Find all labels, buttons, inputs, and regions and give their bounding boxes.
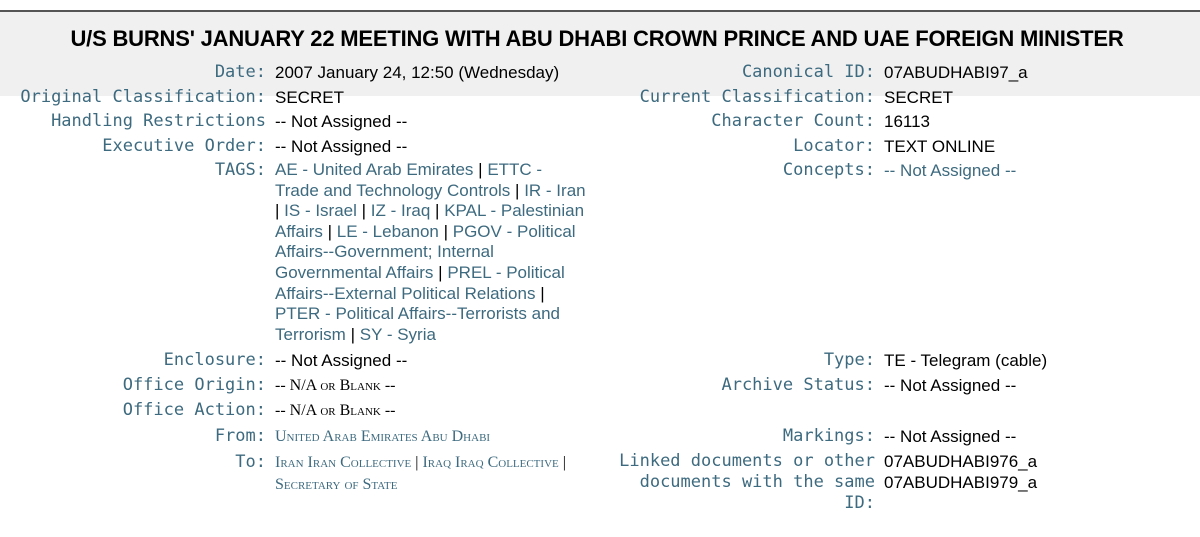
tag-separator: |: [327, 221, 333, 241]
tag-link[interactable]: PREL - Political Affairs--External Political Relations: [275, 262, 565, 303]
type-label: Type:: [823, 350, 875, 370]
date-value: 2007 January 24, 12:50 (Wednesday): [275, 63, 560, 82]
document-title: U/S BURNS' JANUARY 22 MEETING WITH ABU DHABI CROWN PRINCE AND UAE FOREIGN MINISTER: [70, 26, 1124, 51]
character-count-label: Character Count:: [711, 111, 875, 131]
markings-value: -- Not Assigned --: [884, 427, 1017, 446]
linked-doc-value: 07ABUDHABI976_a: [884, 452, 1038, 471]
tag-link[interactable]: PGOV - Political Affairs--Government; Internal Governmental Affairs: [275, 221, 576, 282]
to-label: To:: [235, 452, 266, 472]
to-link[interactable]: Iran Iran Collective: [275, 454, 412, 471]
executive-order-label: Executive Order:: [102, 136, 266, 156]
tags-list: [275, 160, 590, 345]
type-value: TE - Telegram (cable): [884, 351, 1048, 370]
archive-status-label: Archive Status:: [721, 375, 875, 395]
original-classification-value: SECRET: [275, 88, 344, 107]
linked-doc-value: 07ABUDHABI979_a: [884, 473, 1038, 492]
handling-restrictions-label: Handling Restrictions: [51, 111, 266, 131]
tag-separator: |: [515, 180, 520, 200]
linked-docs-label-line1: Linked documents or other: [619, 451, 875, 471]
to-separator: |: [415, 454, 419, 471]
linked-docs-label-line3: ID:: [844, 493, 875, 513]
tag-link[interactable]: ETTC - Trade and Technology Controls: [275, 160, 543, 200]
tag-link[interactable]: IS - Israel: [284, 201, 357, 221]
to-separator: |: [562, 454, 566, 471]
to-list: [275, 452, 595, 495]
office-action-label: Office Action:: [122, 400, 266, 420]
archive-status-value: -- Not Assigned --: [884, 376, 1017, 395]
tag-link[interactable]: PTER - Political Affairs--Terrorists and Terrorism: [275, 304, 560, 344]
office-origin-label: Office Origin:: [122, 375, 266, 395]
tag-link[interactable]: SY - Syria: [359, 324, 436, 344]
current-classification-label: Current Classification:: [639, 87, 875, 107]
concepts-link[interactable]: -- Not Assigned --: [884, 161, 1017, 180]
tag-separator: |: [275, 201, 280, 221]
from-label: From:: [214, 426, 266, 446]
tag-separator: |: [443, 221, 449, 241]
enclosure-label: Enclosure:: [163, 350, 266, 370]
office-origin-value: -- N/A or Blank --: [275, 377, 396, 394]
tag-separator: |: [478, 160, 483, 179]
tags-label: TAGS:: [214, 160, 266, 180]
tag-link[interactable]: IR - Iran: [524, 180, 586, 200]
executive-order-value: -- Not Assigned --: [275, 137, 408, 156]
tag-separator: |: [435, 201, 440, 221]
to-link[interactable]: Secretary of State: [275, 475, 398, 493]
header-band: [0, 12, 1200, 96]
locator-value: TEXT ONLINE: [884, 137, 996, 156]
character-count-value: 16113: [884, 112, 931, 131]
handling-restrictions-value: -- Not Assigned --: [275, 112, 408, 131]
tag-link[interactable]: LE - Lebanon: [336, 221, 439, 241]
enclosure-value: -- Not Assigned --: [275, 351, 408, 370]
original-classification-label: Original Classification:: [20, 87, 266, 107]
date-label: Date:: [214, 62, 266, 82]
tag-link[interactable]: KPAL - Palestinian Affairs: [275, 201, 585, 241]
tag-separator: |: [361, 201, 367, 221]
canonical-id-label: Canonical ID:: [741, 62, 875, 82]
canonical-id-value: 07ABUDHABI97_a: [884, 63, 1028, 82]
concepts-label: Concepts:: [782, 160, 875, 180]
to-link[interactable]: Iraq Iraq Collective: [422, 454, 559, 471]
current-classification-value: SECRET: [884, 88, 953, 107]
markings-label: Markings:: [782, 426, 875, 446]
locator-label: Locator:: [793, 136, 875, 156]
tag-separator: |: [350, 324, 355, 344]
linked-docs-label-line2: documents with the same: [639, 472, 875, 492]
tag-link[interactable]: AE - United Arab Emirates: [275, 160, 474, 179]
office-action-value: -- N/A or Blank --: [275, 402, 396, 419]
from-link[interactable]: United Arab Emirates Abu Dhabi: [275, 428, 491, 445]
tag-separator: |: [540, 283, 545, 303]
tag-separator: |: [438, 262, 443, 282]
tag-link[interactable]: IZ - Iraq: [370, 201, 431, 221]
